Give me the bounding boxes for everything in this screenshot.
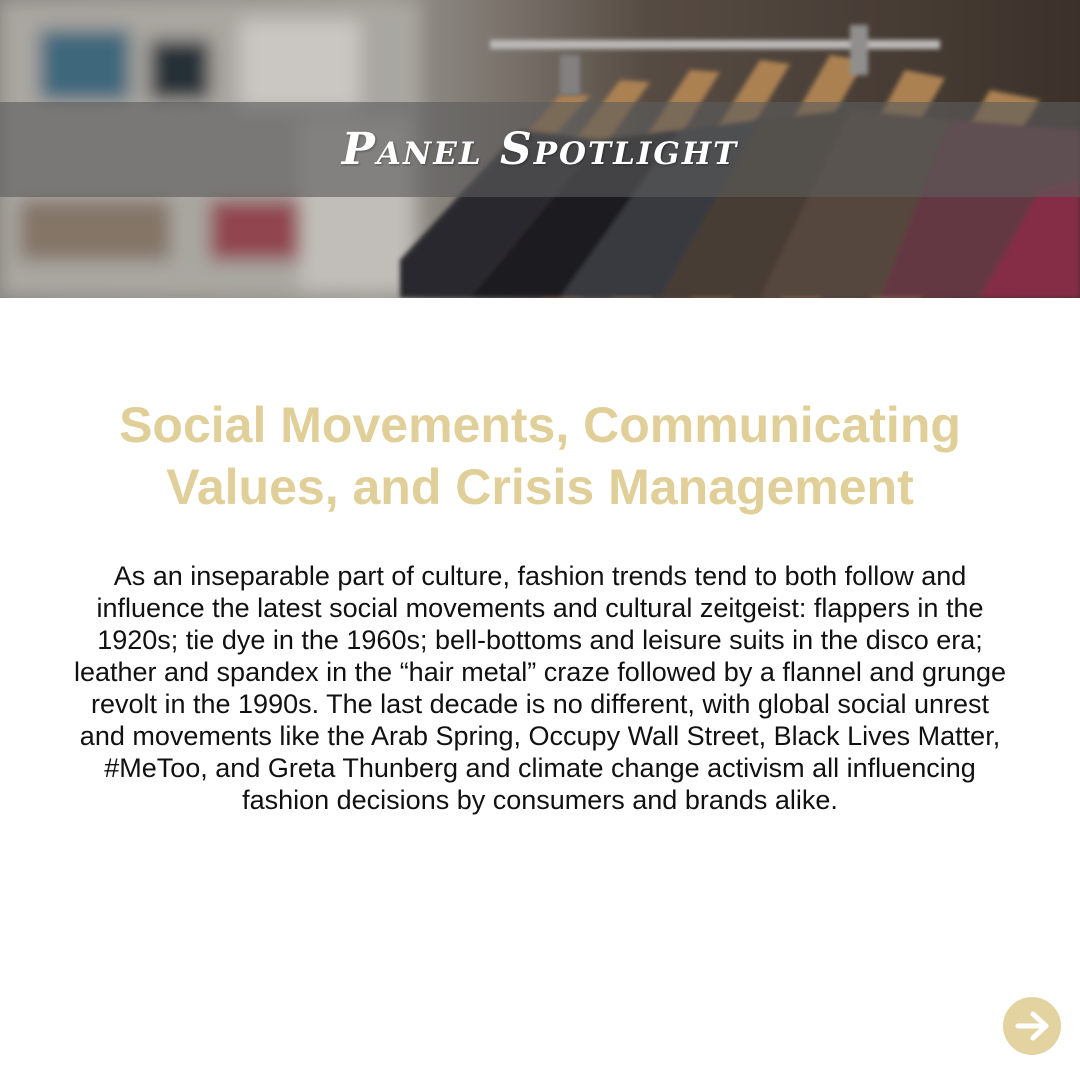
next-button[interactable] [1003, 997, 1061, 1055]
arrow-right-icon [1003, 997, 1061, 1055]
banner-title: Panel Spotlight [341, 124, 739, 175]
hero-image [0, 0, 1080, 298]
panel-headline: Social Movements, Communicating Values, and Crisis Management [119, 397, 961, 515]
panel-description: As an inseparable part of culture, fashion trends tend to both follow and influence the latest social movements and cultural zeitgeist: flappers in the 1920s; tie dye in the 1960s; bell-bottoms and leisure suits in the disco era; leather and spandex in the “hair metal” craze followed by a flannel and grunge revolt in the 1990s. The last decade is no different, with global social unrest and movements like the Arab Spring, Occupy Wall Street, Black Lives Matter, #MeToo, and Greta Thunberg and climate change activism all influencing fashion decisions by consumers and brands alike. [73, 561, 1007, 815]
